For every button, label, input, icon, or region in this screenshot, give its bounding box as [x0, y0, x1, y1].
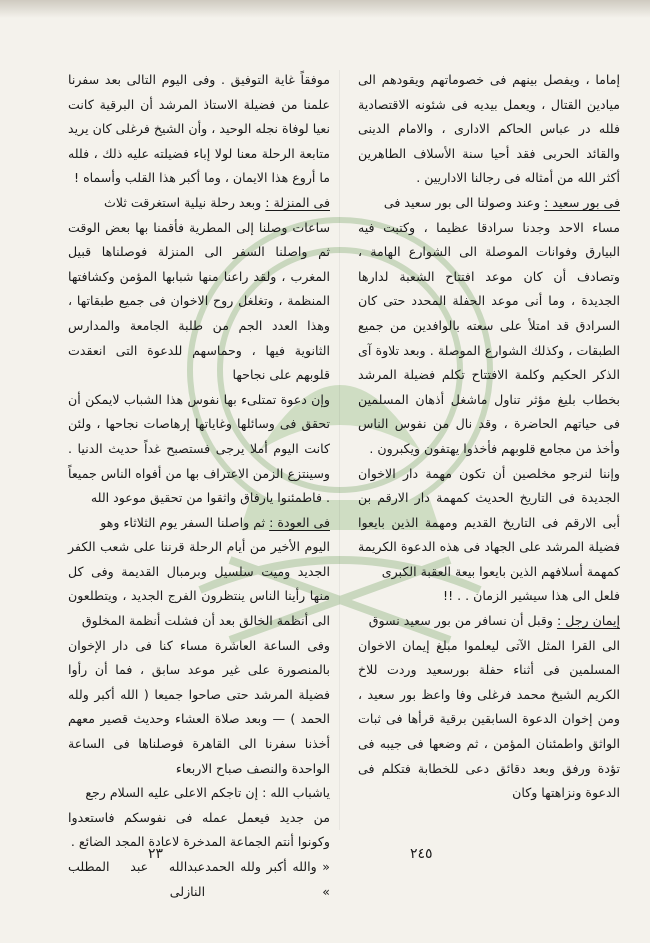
left-column: [68, 68, 330, 904]
column-divider: [339, 70, 340, 830]
heading-manzala-rest: وبعد رحلة نيلية استغرقت ثلاث: [104, 194, 266, 210]
heading-faith: إيمان رجل :: [556, 613, 620, 629]
page-number-left: ٢٣: [148, 846, 164, 862]
heading-return-rest: ثم واصلنا السفر يوم الثلاثاء وهو: [100, 514, 270, 530]
right-paragraph-1: إماما ، ويفصل بينهم فى خصوماتهم ويقودهم الى ميادين القتال ، ويعمل بيديه فى شئونه الاقتصادية فلله در عباس الحاكم الادارى ، والامام الدينى والقائد الحربى فقد أحيا سنة الأسلاف الطاهرين أكثر الله من أمثاله فى رجالنا الاداريين .: [358, 72, 620, 186]
right-heading-faith-line: [358, 609, 620, 634]
left-heading-manzala-line: [68, 191, 330, 216]
closing-call: ياشباب الله : إن تاجكم الاعلى عليه السلام رجع: [85, 785, 330, 801]
left-paragraph-5: وفى الساعة العاشرة مساء كنا فى دار الإخوان بالمنصورة على غير موعد سابق ، فما أن رأوا فضيلة المرشد حتى صاحوا جميعا ( الله أكبر ولله الحمد ) — وبعد صلاة العشاء وحديث قصير معهم أخذنا سفرنا الى القاهرة فوصلناها فى الساعة الواحدة والنصف صباح الاربعاء: [68, 637, 330, 776]
heading-port-said-rest: وعند وصولنا الى بور سعيد فى: [383, 194, 545, 210]
left-paragraph-4: اليوم الأخير من أيام الرحلة قرننا على شعب الكفر الجديد وميت سلسيل وبرمبال القديمة وفى كل منها رأينا الناس ينتظرون الفرج الجديد ، ويتطلعون الى أنظمة الخالق بعد أن فشلت أنظمة المخلوق: [68, 539, 330, 629]
right-paragraph-2: مساء الاحد وجدنا سرادقا عظيما ، وكتبت فيه البيارق وفوانات الموصلة الى الشوارع الهامة ، وتصادف أن كان موعد افتتاح الشعبة لدارها الجديدة ، وما أنى موعد الحفلة المحدد حتى كان السرادق قد امتلأ على سعته بالوافدين من جميع الطبقات ، وكذلك الشوارع الموصلة . وبعد تلاوة آى الذكر الحكيم وكلمة الافتتاح تكلم فضيلة المرشد بخطاب بليغ مؤثر تناول ماشغل أذهان المسلمين فى حياتهم الحاضرة ، وقد نال من نفوس الناس وأخذ من مجامع قلوبهم فأخذوا يهتفون ويكبرون .: [358, 219, 620, 456]
left-heading-return-line: [68, 511, 330, 536]
heading-faith-rest: وقبل أن نسافر من بور سعيد نسوق: [368, 613, 557, 629]
left-paragraph-3: وإن دعوة تمتلىء بها نفوس هذا الشباب لايمكن أن تحقق فى وسائلها وغاياتها إرهاصات نجاحها ، ولئن كانت اليوم أملا يرجى فستصبح غداً حديث الدنيا . وسينتزع الزمن الاعتراف بها من أفواه الناس جميعاً . فاطمئنوا يارفاق واثقوا من تحقيق موعود الله: [68, 391, 330, 506]
left-paragraph-2: ساعات وصلنا إلى المطرية فأقمنا بها بعض الوقت ثم واصلنا السفر الى المنزلة فوصلناها قبيل المغرب ، ولقد راعنا منها شبابها المؤمن وكشافتها المنظمة ، وتغلغل روح الاخوان فى جميع طبقاتها ، وهذا العدد الجم من طلبة الجامعة والمدارس الثانوية فيها ، وحماسهم للدعوة التى انعقدت قلوبهم على نجاحها: [68, 219, 330, 383]
right-heading-port-said-line: [358, 191, 620, 216]
left-paragraph-6: من جديد فيعمل عمله فى نفوسكم فاستعدوا وكونوا أنتم الجماعة المدخرة لاعادة المجد الضائع .: [68, 809, 330, 850]
right-column: [358, 68, 620, 806]
right-paragraph-3: وإننا لنرجو مخلصين أن تكون مهمة دار الاخوان الجديدة فى التاريخ الحديث كمهمة دار الارقم بن أبى الارقم فى التاريخ القديم ومهمة الذين بايعوا فضيلة المرشد على الجهاد فى هذه الدعوة الكريمة كمهمة أسلافهم الذين بايعوا بيعة العقبة الكبرى: [358, 465, 620, 579]
heading-manzala: فى المنزلة :: [265, 194, 330, 210]
page-number-right: ٢٤٥: [410, 846, 433, 862]
heading-return: فى العودة :: [269, 514, 330, 530]
right-paragraph-5: الى القرا المثل الآتى ليعلموا مبلغ إيمان الاخوان المسلمين فى أثناء حفلة بورسعيد وردت للاخ الكريم الشيخ محمد فرغلى وفا واعظ بور سعيد ، ومن إخوان الدعوة السابقين برقية قرأها فى ثبات الواثق واطمئنان المؤمن ، ثم وضعها فى جيبه فى تؤدة ورفق وبعد دقائق دعى للخطابة فتكلم فى الدعوة ونزاهتها وكان: [358, 637, 620, 801]
left-paragraph-1: موفقاً غاية التوفيق . وفى اليوم التالى بعد سفرنا علمنا من فضيلة الاستاذ المرشد أن البرقية كانت نعيا لوفاة نجله الوحيد ، وأن الشيخ فرغلى كان يريد متابعة الرحلة معنا لولا إباء فضيلته عليه ذلك ، فلله ما أروع هذا الايمان ، وما أكبر هذا القلب وأسماه !: [68, 72, 330, 186]
page-top-shadow: [0, 0, 650, 18]
right-paragraph-4: فلعل الى هذا سيشير الزمان . . !!: [443, 588, 620, 604]
heading-port-said: فى بور سعيد :: [544, 194, 620, 210]
signature-line: [68, 855, 330, 904]
author-name: عبدالله عبد المطلب النازلى: [68, 859, 206, 899]
closing-motto: « والله أكبر ولله الحمد »: [205, 859, 330, 899]
